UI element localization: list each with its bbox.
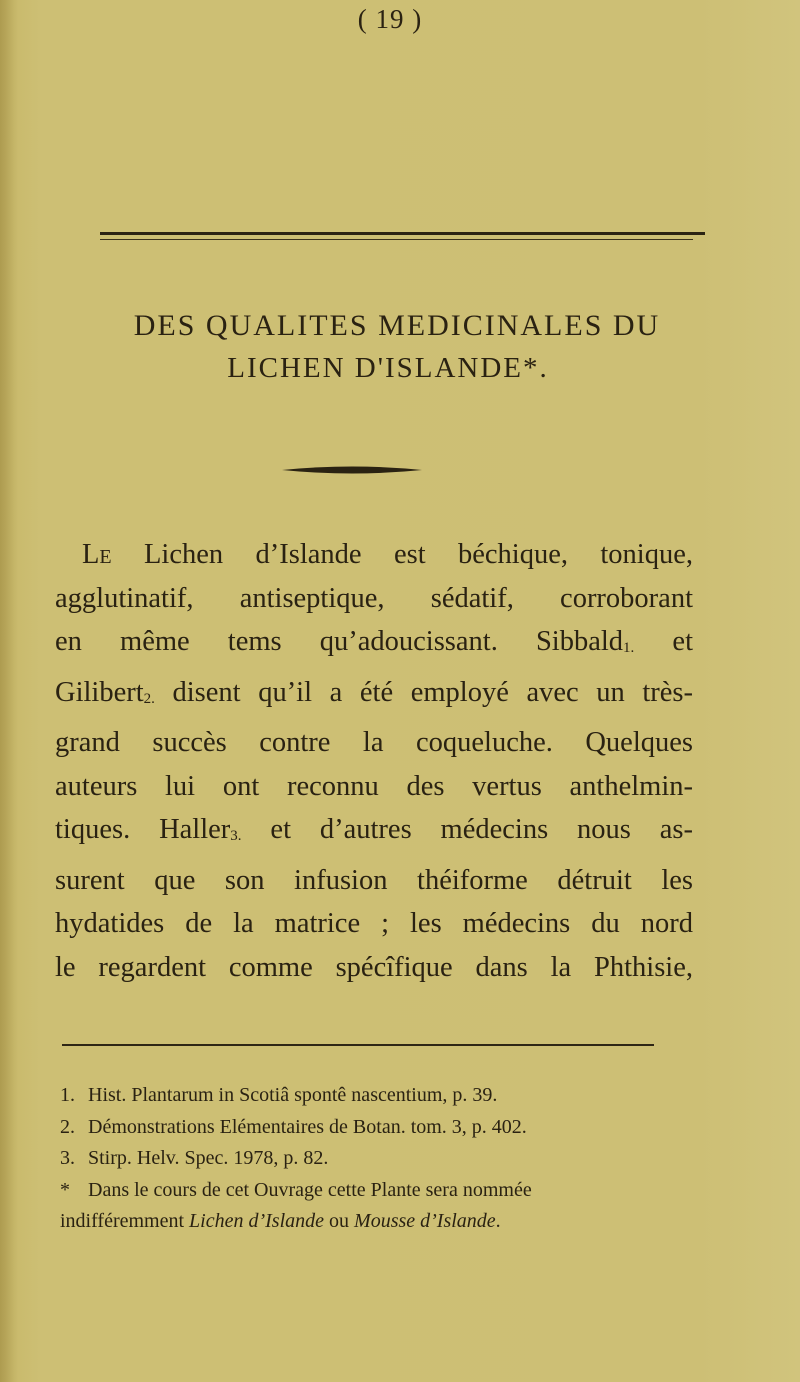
italic-term: Lichen d’Islande bbox=[189, 1210, 325, 1232]
body-line-text: Lichen d’Islande est béchique, tonique, bbox=[111, 539, 693, 570]
body-line: le regardent comme spécîfique dans la Phthisie, bbox=[55, 951, 693, 983]
body-line-text: tiques. Haller bbox=[55, 814, 231, 845]
body-paragraph bbox=[55, 533, 693, 989]
footnote-ref[interactable]: 1. bbox=[623, 640, 635, 656]
body-line bbox=[55, 533, 693, 577]
body-line-text: et d’autres médecins nous as- bbox=[241, 814, 693, 845]
body-line: agglutinatif, antiseptique, sédatif, corroborant bbox=[55, 582, 693, 614]
body-line: surent que son infusion théiforme détruit les bbox=[55, 864, 693, 896]
body-line bbox=[55, 620, 693, 671]
footnote-continuation bbox=[60, 1206, 760, 1238]
footnote-2 bbox=[60, 1112, 760, 1144]
body-line: grand succès contre la coqueluche. Quelques bbox=[55, 727, 693, 758]
footnote-text: Démonstrations Elémentaires de Botan. tom. 3, p. 402. bbox=[88, 1115, 527, 1138]
footnote-text: indifféremment bbox=[60, 1210, 190, 1232]
body-line-text: disent qu’il a été employé avec un très- bbox=[154, 676, 693, 708]
footnote-marker: * bbox=[60, 1178, 70, 1201]
footnote-ref[interactable]: 2. bbox=[143, 690, 155, 707]
footnotes bbox=[60, 1080, 760, 1238]
footnote-text: Hist. Plantarum in Scotiâ spontê nascentium, p. 39. bbox=[88, 1084, 498, 1106]
footnote-text: Stirp. Helv. Spec. 1978, p. 82. bbox=[88, 1147, 329, 1169]
body-line bbox=[55, 808, 693, 859]
footnote-text: ou bbox=[324, 1210, 355, 1232]
ornamental-dash-icon bbox=[282, 464, 422, 476]
chapter-title-line-1: DES QUALITES MEDICINALES DU bbox=[133, 309, 661, 342]
footnote-marker: 3. bbox=[60, 1147, 75, 1169]
footnote-separator-rule bbox=[62, 1044, 654, 1046]
body-line: hydatides de la matrice ; les médecins du nord bbox=[55, 908, 693, 939]
page-number bbox=[0, 4, 790, 35]
footnote-text: Dans le cours de cet Ouvrage cette Plante sera nommée bbox=[88, 1178, 532, 1201]
gutter-shadow bbox=[0, 0, 18, 1382]
header-double-rule bbox=[100, 232, 705, 241]
footnote-asterisk bbox=[60, 1175, 760, 1207]
body-line: auteurs lui ont reconnu des vertus anthelmin- bbox=[55, 770, 693, 802]
footnote-marker: 1. bbox=[60, 1084, 75, 1106]
small-caps-lead: Le bbox=[82, 539, 112, 570]
page-number-text: ( 19 ) bbox=[357, 4, 423, 34]
body-line bbox=[55, 671, 693, 722]
footnote-3 bbox=[60, 1143, 760, 1175]
footnote-ref[interactable]: 3. bbox=[230, 828, 242, 844]
body-line-text: et bbox=[634, 626, 693, 657]
italic-term: Mousse d’Islande bbox=[354, 1210, 496, 1232]
body-line-text: Gilibert bbox=[55, 676, 144, 708]
header-rule-thick bbox=[100, 232, 705, 235]
footnote-1 bbox=[60, 1080, 760, 1112]
footnote-marker: 2. bbox=[60, 1115, 75, 1138]
chapter-title-line-2: LICHEN D'ISLANDE*. bbox=[227, 352, 549, 384]
body-line-text: en même tems qu’adoucissant. Sibbald bbox=[55, 626, 624, 657]
header-rule-thin bbox=[100, 239, 693, 240]
footnote-text: . bbox=[495, 1210, 501, 1232]
